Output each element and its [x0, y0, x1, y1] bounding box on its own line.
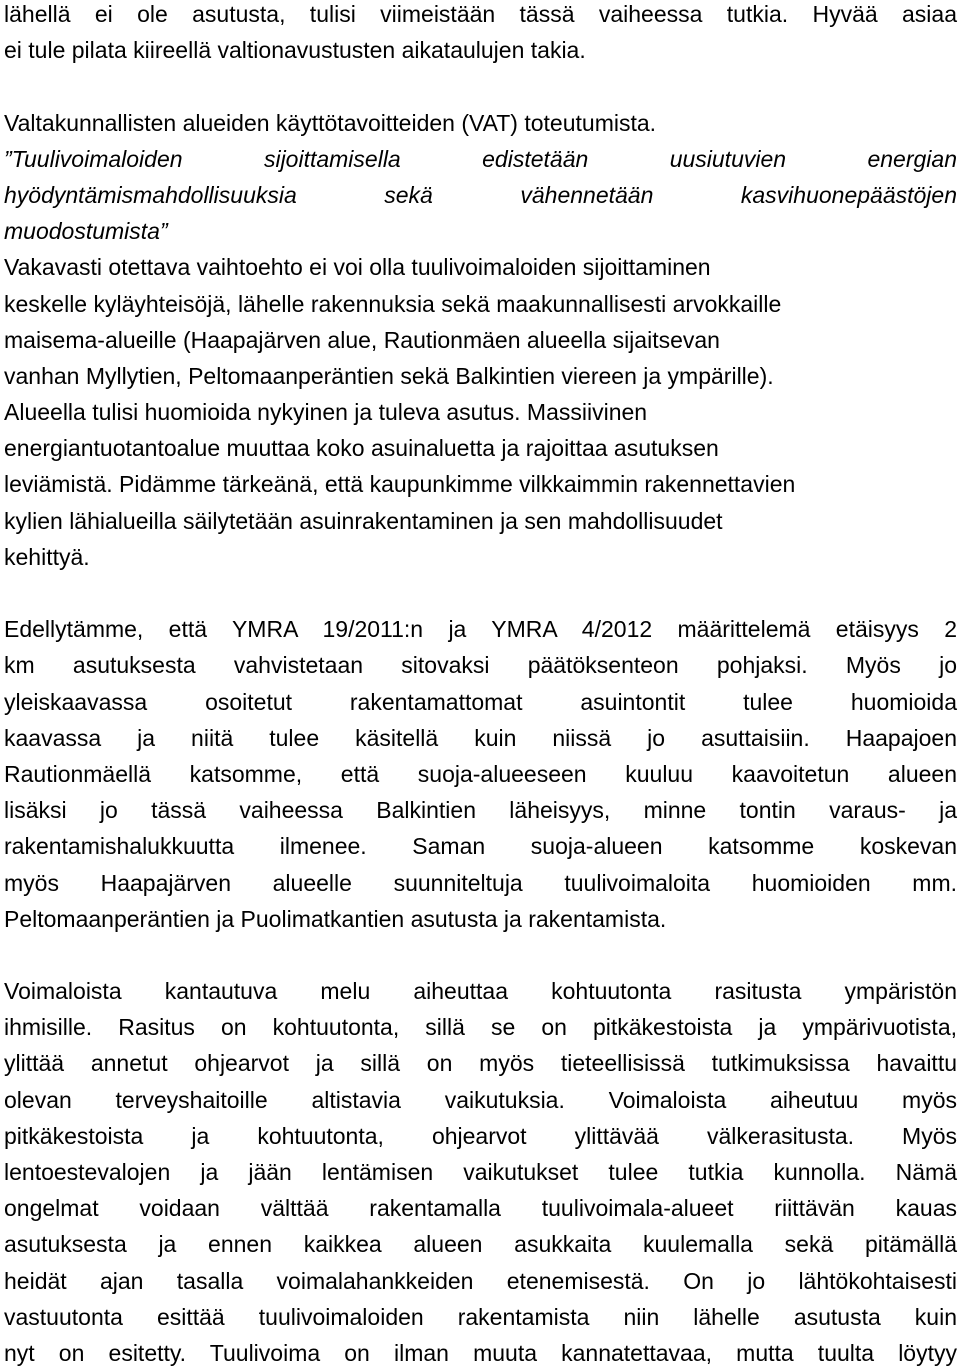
- text-line: yleiskaavassa osoitetut rakentamattomat asuintontit tulee huomioida: [4, 688, 957, 715]
- paragraph-distance: [4, 611, 957, 937]
- paragraph-gap: [4, 68, 957, 104]
- text-line: ylittää annetut ohjearvot ja sillä on myös tieteellisissä tutkimuksissa havaittu: [4, 1050, 957, 1077]
- text-line: ei tule pilata kiireellä valtionavustusten aikataulujen takia.: [4, 37, 586, 64]
- text-line: leviämistä. Pidämme tärkeänä, että kaupunkimme vilkkaimmin rakennettavien: [4, 471, 796, 498]
- text-line: Edellytämme, että YMRA 19/2011:n ja YMRA 4/2012 määrittelemä etäisyys 2: [4, 616, 957, 643]
- text-line: myös Haapajärven alueelle suunniteltuja tuulivoimaloita huomioiden mm.: [4, 869, 957, 896]
- paragraph-vat: [4, 105, 957, 575]
- text-line: kylien lähialueilla säilytetään asuinrakentaminen ja sen mahdollisuudet: [4, 507, 723, 534]
- quote-line: hyödyntämismahdollisuuksia sekä vähennetään kasvihuonepäästöjen: [4, 181, 957, 208]
- text-line: Voimaloista kantautuva melu aiheuttaa kohtuutonta rasitusta ympäristön: [4, 978, 957, 1005]
- text-line: rakentamishalukkuutta ilmenee. Saman suoja-alueen katsomme koskevan: [4, 833, 957, 860]
- text-line: keskelle kyläyhteisöjä, lähelle rakennuksia sekä maakunnallisesti arvokkaille: [4, 290, 782, 317]
- paragraph-gap: [4, 575, 957, 611]
- text-line: kaavassa ja niitä tulee käsitellä kuin niissä jo asuttaisiin. Haapajoen: [4, 724, 957, 751]
- text-line: vanhan Myllytien, Peltomaanperäntien sekä Balkintien viereen ja ympärille).: [4, 362, 774, 389]
- text-line: Peltomaanperäntien ja Puolimatkantien asutusta ja rakentamista.: [4, 905, 667, 932]
- text-line: asutuksesta ja ennen kaikkea alueen asukkaita kuulemalla sekä pitämällä: [4, 1231, 957, 1258]
- document-page: [4, 0, 957, 1371]
- text-line: olevan terveyshaitoille altistavia vaikutuksia. Voimaloista aiheutuu myös: [4, 1086, 957, 1113]
- text-line: maisema-alueille (Haapajärven alue, Rautionmäen alueella sijaitsevan: [4, 326, 720, 353]
- section-heading: Valtakunnallisten alueiden käyttötavoitteiden (VAT) toteutumista.: [4, 109, 657, 136]
- text-line: nyt on esitetty. Tuulivoima on ilman muuta kannatettavaa, mutta tuulta löytyy: [4, 1339, 957, 1366]
- text-line: pitkäkestoista ja kohtuutonta, ohjearvot ylittävää välkerasitusta. Myös: [4, 1122, 957, 1149]
- paragraph-intro: [4, 0, 957, 68]
- text-line: Vakavasti otettava vaihtoehto ei voi olla tuulivoimaloiden sijoittaminen: [4, 254, 711, 281]
- text-line: heidät ajan tasalla voimalahankkeiden etenemisestä. On jo lähtökohtaisesti: [4, 1267, 957, 1294]
- text-line: Alueella tulisi huomioida nykyinen ja tuleva asutus. Massiivinen: [4, 399, 648, 426]
- paragraph-gap: [4, 937, 957, 973]
- text-line: ongelmat voidaan välttää rakentamalla tuulivoimala-alueet riittävän kauas: [4, 1195, 957, 1222]
- text-line: kehittyä.: [4, 543, 90, 570]
- text-line: energiantuotantoalue muuttaa koko asuinaluetta ja rajoittaa asutuksen: [4, 435, 719, 462]
- quote-line: muodostumista”: [4, 218, 168, 245]
- text-line: Rautionmäellä katsomme, että suoja-alueeseen kuuluu kaavoitetun alueen: [4, 760, 957, 787]
- text-line: vastuutonta esittää tuulivoimaloiden rakentamista niin lähelle asutusta kuin: [4, 1303, 957, 1330]
- text-line: lentoestevalojen ja jään lentämisen vaikutukset tulee tutkia kunnolla. Nämä: [4, 1159, 957, 1185]
- text-line: lisäksi jo tässä vaiheessa Balkintien läheisyys, minne tontin varaus- ja: [4, 797, 957, 824]
- paragraph-noise: [4, 973, 957, 1371]
- quote-line: ”Tuulivoimaloiden sijoittamisella edistetään uusiutuvien energian: [4, 145, 957, 172]
- text-line: lähellä ei ole asutusta, tulisi viimeistään tässä vaiheessa tutkia. Hyvää asiaa: [4, 1, 957, 27]
- text-line: ihmisille. Rasitus on kohtuutonta, sillä se on pitkäkestoista ja ympärivuotista,: [4, 1014, 957, 1041]
- text-line: km asutuksesta vahvistetaan sitovaksi päätöksenteon pohjaksi. Myös jo: [4, 652, 957, 679]
